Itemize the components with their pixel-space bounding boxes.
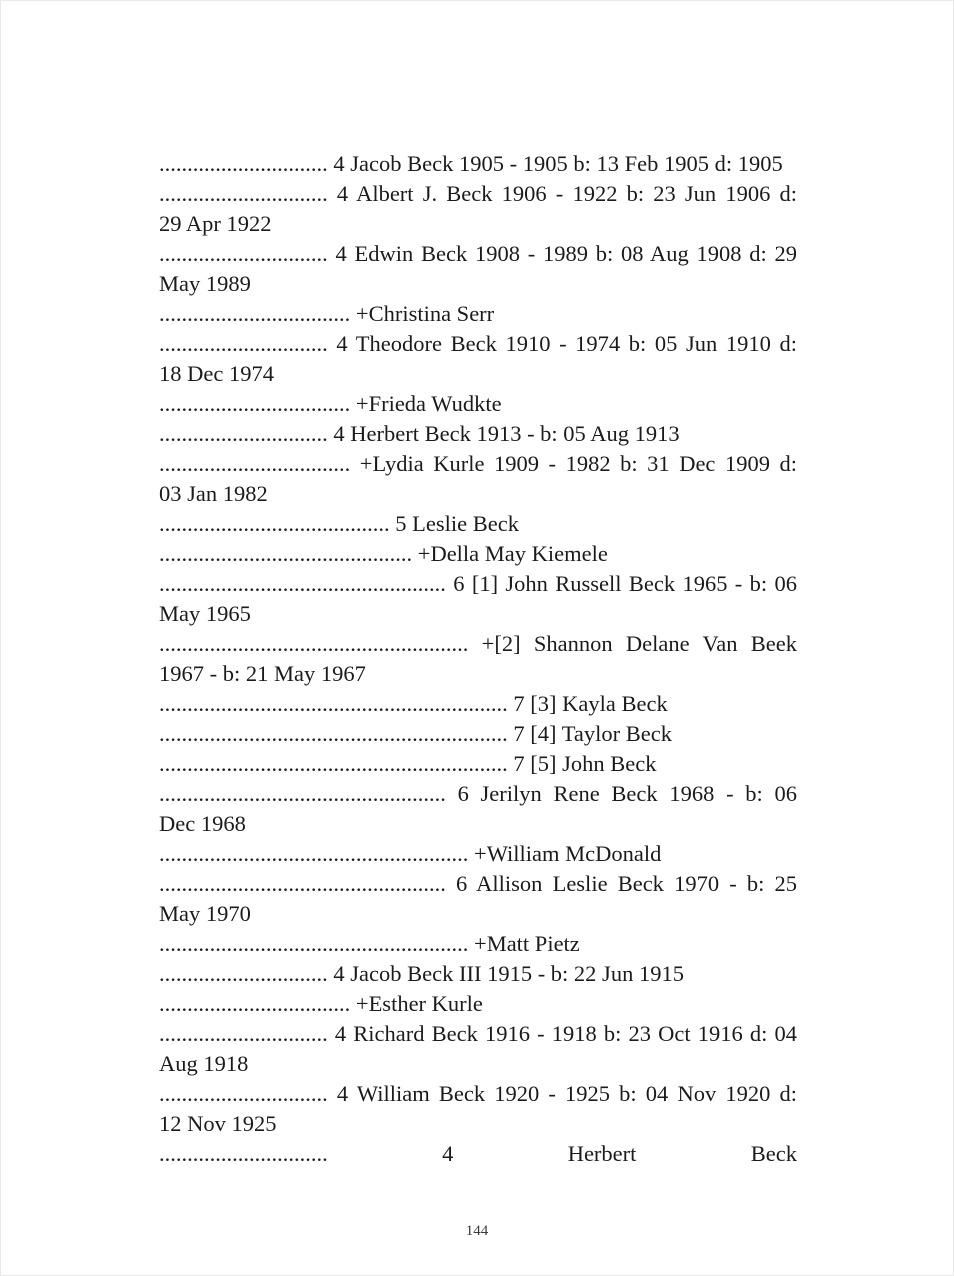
genealogy-entry: [159, 1079, 797, 1139]
genealogy-entry: [159, 959, 797, 989]
entry-line: .............................. 4 William Beck 1920 - 1925 b: 04 Nov 1920 d:: [159, 1081, 797, 1106]
entry-line: May 1965: [159, 601, 251, 626]
entry-line: .................................. +Christina Serr: [159, 301, 495, 326]
entry-line: ....................................................... +William McDonald: [159, 841, 662, 866]
genealogy-entry: [159, 749, 797, 779]
entry-line: ................................................... 6 Allison Leslie Beck 1970 - b: 25: [159, 871, 797, 896]
entry-line: .............................. 4 Edwin Beck 1908 - 1989 b: 08 Aug 1908 d: 29: [159, 241, 797, 266]
entry-line: .............................................................. 7 [3] Kayla Beck: [159, 691, 668, 716]
genealogy-entries: [159, 149, 797, 1169]
genealogy-entry: [159, 1019, 797, 1079]
entry-line: .............................. 4 Richard Beck 1916 - 1918 b: 23 Oct 1916 d: 04: [159, 1021, 797, 1046]
entry-line: May 1989: [159, 271, 251, 296]
genealogy-entry: [159, 779, 797, 839]
entry-line: ................................................... 6 Jerilyn Rene Beck 1968 - b: 06: [159, 781, 797, 806]
genealogy-entry: [159, 149, 797, 179]
entry-line: ................................................... 6 [1] John Russell Beck 1965 - b: 06: [159, 571, 797, 596]
genealogy-entry: [159, 179, 797, 239]
entry-line: .............................. 4 Jacob Beck 1905 - 1905 b: 13 Feb 1905 d: 1905: [159, 151, 783, 176]
genealogy-entry: [159, 689, 797, 719]
genealogy-entry: [159, 329, 797, 389]
page-number: 144: [465, 1223, 489, 1239]
entry-line: ............................................. +Della May Kiemele: [159, 541, 608, 566]
genealogy-entry: [159, 989, 797, 1019]
entry-line: .............................. 4 Herbert Beck: [159, 1141, 797, 1166]
entry-line: 18 Dec 1974: [159, 361, 274, 386]
entry-line: 29 Apr 1922: [159, 211, 272, 236]
entry-line: ....................................................... +[2] Shannon Delane Van Beek: [159, 631, 797, 656]
entry-line: 1967 - b: 21 May 1967: [159, 661, 366, 686]
genealogy-entry: [159, 389, 797, 419]
genealogy-entry: [159, 569, 797, 629]
entry-line: Aug 1918: [159, 1051, 249, 1076]
entry-line: May 1970: [159, 901, 251, 926]
entry-line: .................................. +Esther Kurle: [159, 991, 483, 1016]
entry-line: .............................. 4 Albert J. Beck 1906 - 1922 b: 23 Jun 1906 d:: [159, 181, 797, 206]
genealogy-entry: [159, 449, 797, 509]
genealogy-entry: [159, 719, 797, 749]
entry-line: Dec 1968: [159, 811, 246, 836]
genealogy-entry: [159, 419, 797, 449]
entry-line: .............................................................. 7 [4] Taylor Beck: [159, 721, 672, 746]
entry-line: .............................. 4 Theodore Beck 1910 - 1974 b: 05 Jun 1910 d:: [159, 331, 797, 356]
entry-line: .................................. +Lydia Kurle 1909 - 1982 b: 31 Dec 1909 d:: [159, 451, 797, 476]
genealogy-entry: [159, 929, 797, 959]
genealogy-entry: [159, 239, 797, 299]
genealogy-entry: [159, 509, 797, 539]
genealogy-entry: [159, 629, 797, 689]
entry-line: ....................................................... +Matt Pietz: [159, 931, 580, 956]
genealogy-entry: [159, 539, 797, 569]
genealogy-entry: [159, 1139, 797, 1169]
entry-line: 12 Nov 1925: [159, 1111, 277, 1136]
entry-line: .................................. +Frieda Wudkte: [159, 391, 502, 416]
genealogy-entry: [159, 869, 797, 929]
genealogy-entry: [159, 839, 797, 869]
genealogy-entry: [159, 299, 797, 329]
entry-line: 03 Jan 1982: [159, 481, 268, 506]
entry-line: .............................................................. 7 [5] John Beck: [159, 751, 657, 776]
entry-line: ......................................... 5 Leslie Beck: [159, 511, 519, 536]
entry-line: .............................. 4 Jacob Beck III 1915 - b: 22 Jun 1915: [159, 961, 684, 986]
entry-line: .............................. 4 Herbert Beck 1913 - b: 05 Aug 1913: [159, 421, 680, 446]
